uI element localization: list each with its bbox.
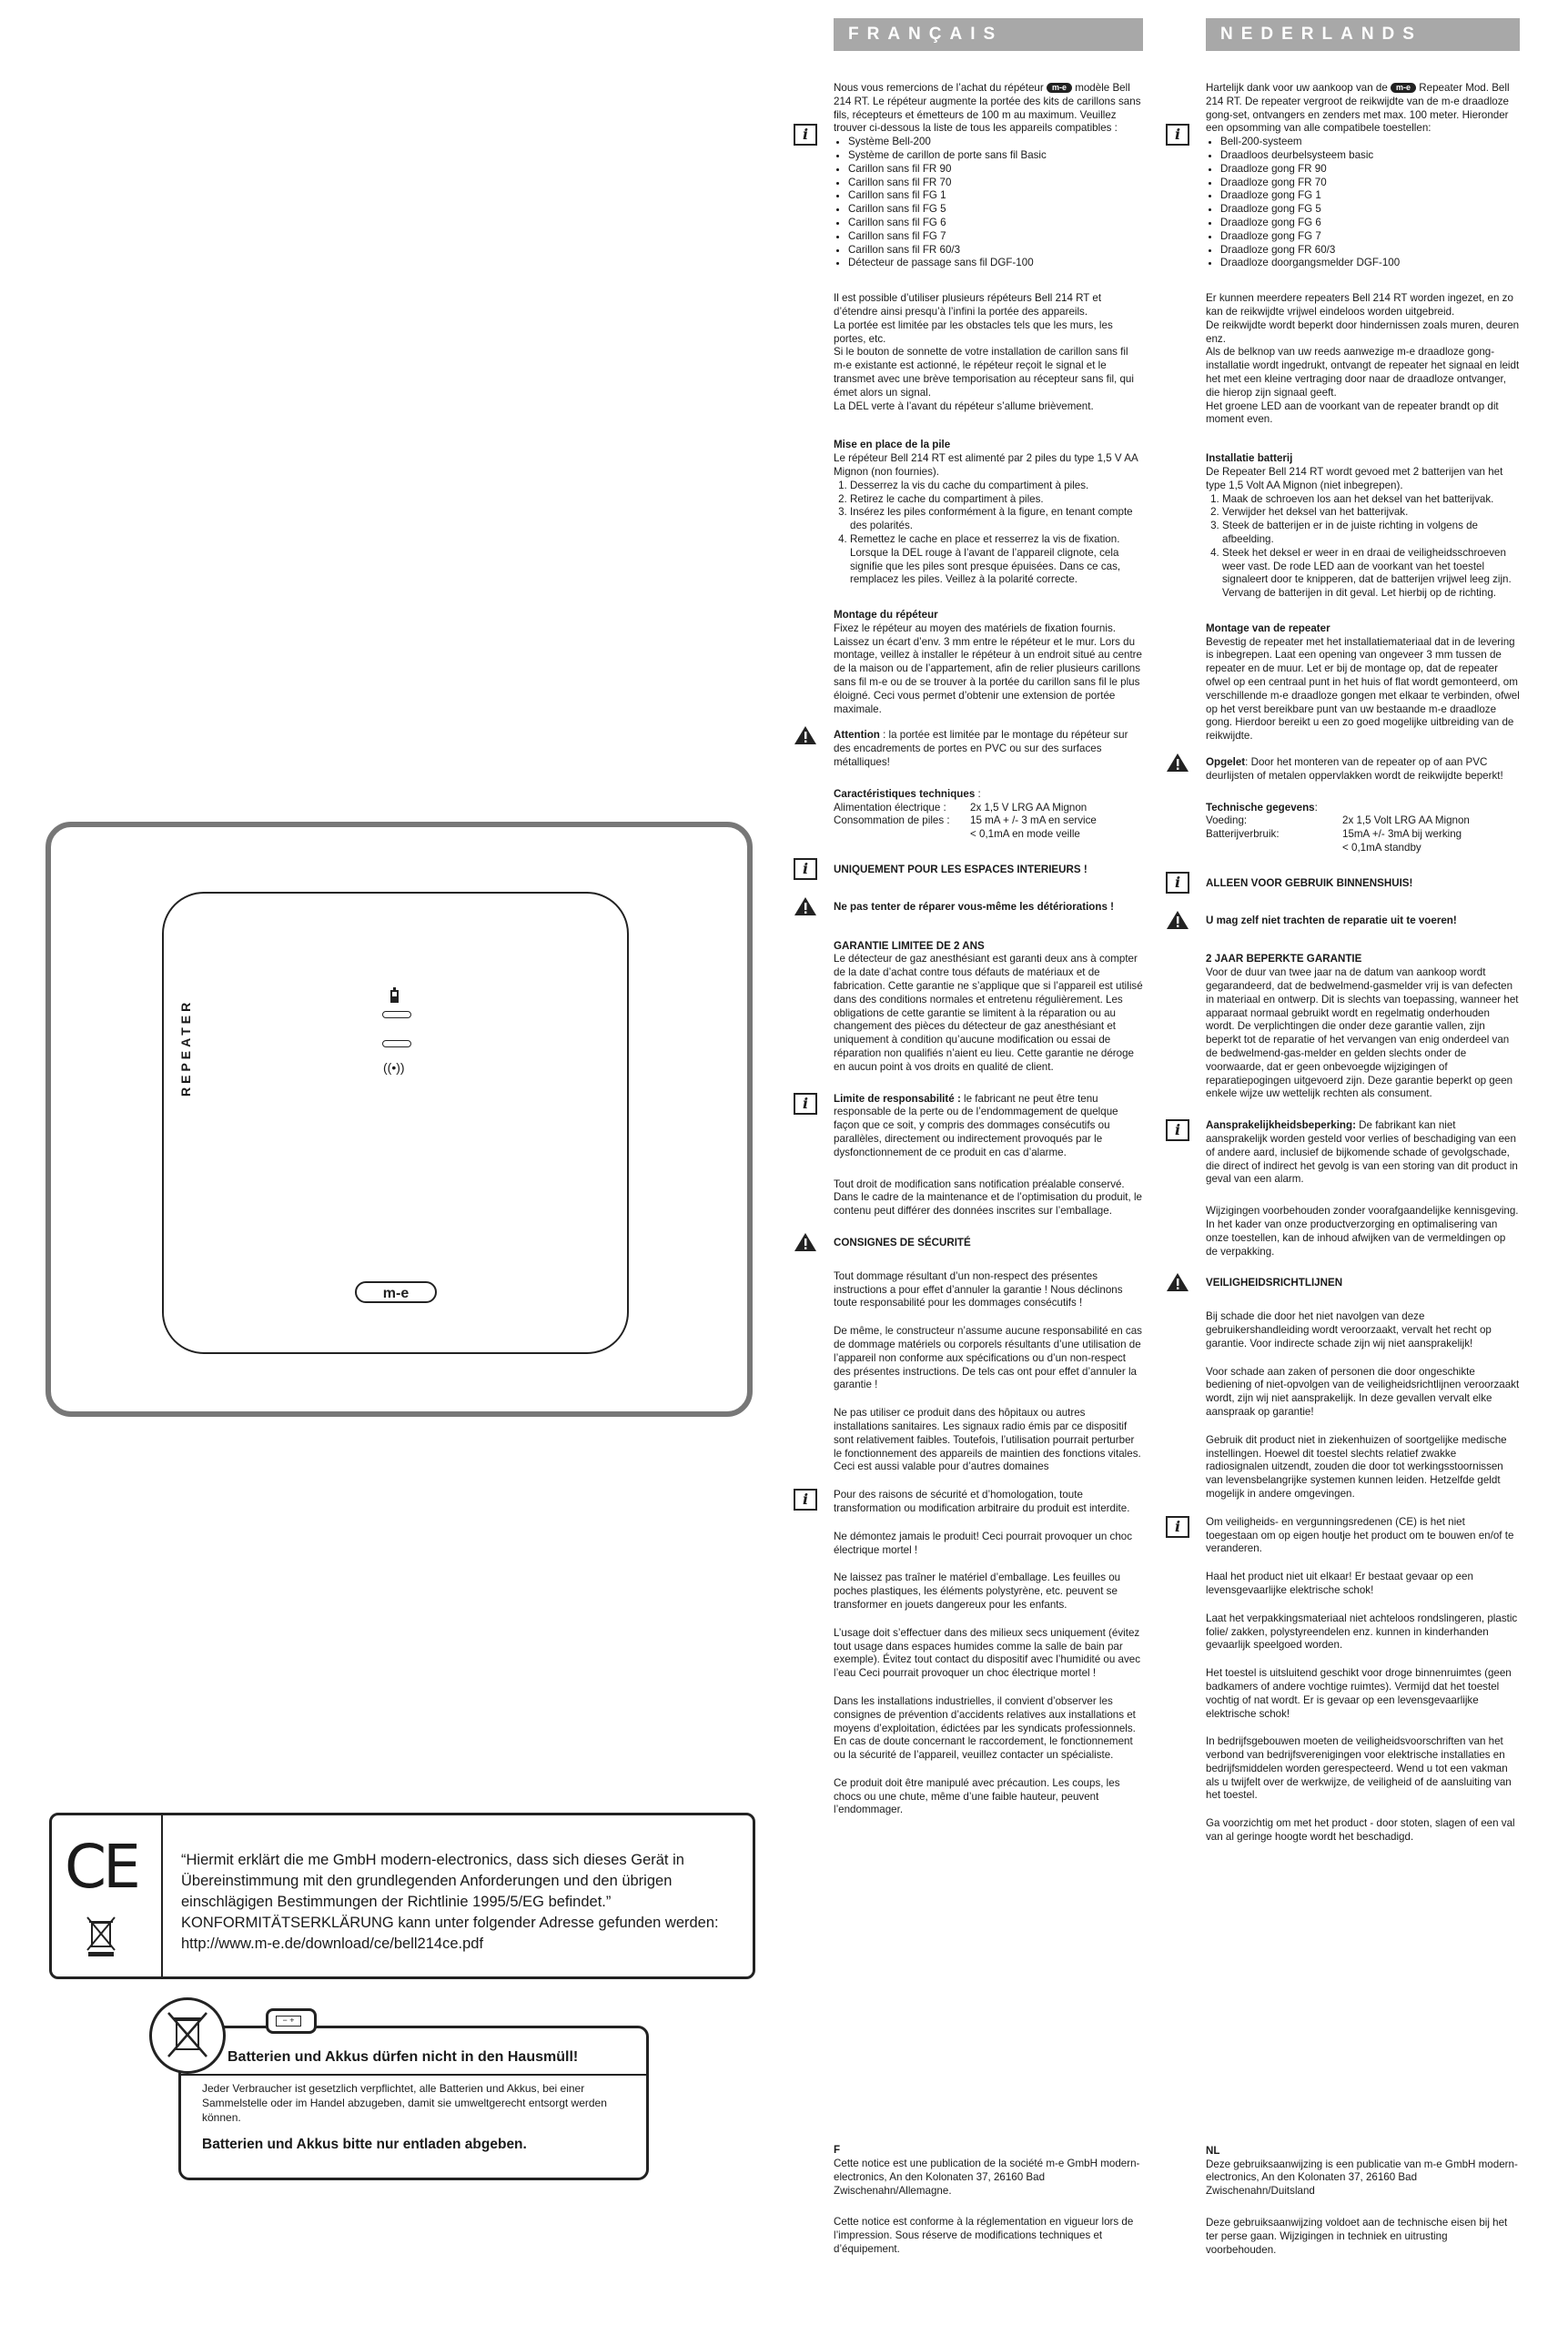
battery-led [382, 1011, 411, 1018]
safety-title: VEILIGHEIDSRICHTLIJNEN [1206, 1277, 1343, 1289]
warranty-text: Voor de duur van twee jaar na de datum van aankoop wordt gegarandeerd, dat de bedwelmend-gasmelder vrij is van defecten in materiaal en ontwerp. Dit is slechts van toepassing, wanneer het apparaat normaal gebruikt wordt en regelmatig onderhouden wordt. De verplichtingen die onder deze garantie vallen, zijn beperkt tot de reparatie of het vervangen van enig onderdeel van de bedwelmend-gas-melder en gelden slechts onder de voorwaarde, dat er geen onbevoegde wijzigingen of reparatiepogingen uitgevoerd zijn. Deze garantie beperkt op geen enkele wijze uw wettelijk rechten als consument. [1206, 966, 1519, 1100]
info-icon: i [1166, 1516, 1189, 1538]
spec-value: 2x 1,5 V LRG AA Mignon [970, 801, 1087, 814]
m-e-logo-icon: m-e [1047, 83, 1072, 93]
safety-text: Gebruik dit product niet in ziekenhuizen of soortgelijke medische instellingen. Hoewel dit toestel slechts relatief zwakke radiosignalen uitzendt, zouden die door tot werkingsstoornissen van levensbelangrijke systemen kunnen leiden. Hetzelfde geldt mogelijk in andere omgevingen. [1206, 1433, 1507, 1500]
battery-section [834, 439, 1143, 587]
safety-text: L’usage doit s’effectuer dans des milieux secs uniquement (évitez tout usage dans espaces humides comme la salle de bain par exemple). Évitez tout contact du dispositif avec l’humidité ou avec l’eau Ceci pourrait provoquer un choc électrique mortel ! [834, 1626, 1141, 1680]
safety-title: CONSIGNES DE SÉCURITÉ [834, 1236, 971, 1248]
publication-text: Cette notice est une publication de la société m-e GmbH modern-electronics, An den Kolonaten 37, 26160 Bad Zwischenahn/Allemagne. [834, 2158, 1140, 2197]
footer-spacer [1206, 1854, 1520, 2145]
spec-key: Alimentation électrique : [834, 801, 946, 814]
safety-text: Voor schade aan zaken of personen die door ongeschikte bediening of niet-opvolgen van de veiligheidsrichtlijnen veroorzaakt wordt, zijn wij niet aansprakelijk. In deze gevallen vervalt elke aanspraak op garantie! [1206, 1365, 1520, 1418]
battery-section-title: Mise en place de la pile [834, 439, 951, 451]
compatible-devices-list [1206, 136, 1520, 270]
no-repair-text: U mag zelf niet trachten de reparatie uit te voeren! [1206, 914, 1457, 926]
safety-text: Ne pas utiliser ce produit dans des hôpitaux ou autres installations sanitaires. Les signaux radio émis par ce dispositif sont relativement faibles. Toutefois, l’utilisation pourrait perturber le fonctionnement des appareils de maintien des fonctions vitales. Ceci est aussi valable pour d’autres domaines [834, 1407, 1141, 1473]
list-item: 3. Insérez les piles conformément à la figure, en tenant compte des polarités. [850, 506, 1143, 533]
safety-text: Laat het verpakkingsmateriaal niet achteloos rondslingeren, plastic folie/ zakken, polystyreendelen enz. kunnen in kinderhanden gevaarlijk speelgoed worden. [1206, 1612, 1518, 1652]
list-item: 4. Remettez le cache en place et resserrez la vis de fixation. Lorsque la DEL rouge à l’avant de l’appareil clignote, cela signifie que les piles sont presque épuisées. Dans ce cas, remplacez les piles. Veillez à la polarité correcte. [850, 533, 1143, 587]
modification-section [834, 1178, 1143, 1218]
info-icon: i [794, 1093, 817, 1115]
spec-key: Voeding: [1206, 814, 1248, 827]
attention-section [1206, 756, 1520, 783]
ce-declaration-box [49, 1813, 755, 1979]
list-item: • Draadloze doorgangsmelder DGF-100 [1220, 257, 1520, 270]
safety-text: Bij schade die door het niet navolgen van deze gebruikershandleiding wordt veroorzaakt, vervalt het recht op garantie. Voor indirecte schade zijn wij niet aansprakelijk! [1206, 1310, 1492, 1349]
technical-section [834, 788, 1143, 842]
battery-disposal-title: Batterien und Akkus dürfen nicht in den Hausmüll! [228, 2049, 579, 2065]
safety-text: De même, le constructeur n’assume aucune responsabilité en cas de dommage matériels ou corporels résultants d’une utilisation de l’appareil non conforme aux spécifications ou d’un non-respect des présentes instructions. De tels cas ont pour effet d’annuler la garantie ! [834, 1325, 1142, 1391]
mounting-title: Montage van de repeater [1206, 622, 1330, 634]
safety-text: Haal het product niet uit elkaar! Er bestaat gevaar op een levensgevaarlijke elektrische schok! [1206, 1571, 1473, 1596]
list-item: 3. Steek de batterijen er in de juiste richting in volgens de afbeelding. [1222, 520, 1520, 547]
footer-spacer [834, 1826, 1143, 2144]
battery-symbol [266, 2008, 317, 2034]
warranty-section [834, 940, 1143, 1075]
warranty-section [1206, 953, 1520, 1101]
attention-label: Opgelet [1206, 756, 1246, 769]
no-repair-text: Ne pas tenter de réparer vous-même les détériorations ! [834, 900, 1114, 913]
info-icon: i [1166, 872, 1189, 894]
info-icon: i [794, 1489, 817, 1511]
attention-label: Attention [834, 729, 880, 742]
list-item: • Draadloze gong FG 6 [1220, 217, 1520, 230]
battery-section [1206, 452, 1520, 601]
intro-text-a: Hartelijk dank voor uw aankoop van de [1206, 82, 1388, 94]
battery-disposal-circle [149, 1997, 226, 2074]
list-item: 1. Maak de schroeven los aan het deksel van het batterijvak. [1222, 493, 1520, 507]
liability-section [1174, 1119, 1520, 1187]
safety-text: In bedrijfsgebouwen moeten de veiligheidsvoorschriften van het verbond van bedrijfsverenigingen voor elektrische installaties en bedrijfsmiddelen worden gerespecteerd. Wend u tot een vakman als u twijfelt over de werkwijze, de veiligheid of de aansluiting van het toestel. [1206, 1735, 1512, 1802]
french-column [802, 18, 1143, 2266]
liability-text: De fabrikant kan niet aansprakelijk worden gesteld voor verlies of beschadiging van een of andere aard, inclusief de bijkomende schade of gevolgschade, die direct of indirect het gevolg is van een storing van dit product in geval van een alarm. [1206, 1119, 1518, 1186]
spec-key: Consommation de piles : [834, 814, 950, 827]
language-code: F [834, 2144, 841, 2157]
list-item: • Draadloze gong FG 7 [1220, 230, 1520, 244]
safety-section [834, 1237, 1143, 1250]
battery-icon [390, 990, 399, 1003]
list-item: 1. Desserrez la vis du cache du compartiment à piles. [850, 480, 1143, 493]
spec-key [1206, 842, 1342, 855]
warranty-title: 2 JAAR BEPERKTE GARANTIE [1206, 953, 1362, 965]
intro-text [834, 82, 1143, 136]
safety-text: Het toestel is uitsluitend geschikt voor droge binnenruimtes (geen badkamers of andere vochtige ruimtes). Vermijd dat het toestel vochtig of nat wordt. Er is gevaar op een levensgevaarlijke elektrische schok! [1206, 1667, 1512, 1720]
technical-title-colon: : [975, 787, 981, 800]
mounting-text: Bevestig de repeater met het installatiemateriaal dat in de levering is inbegrepen. Laat een opening van ongeveer 3 mm tussen de repeater en de muur. Let er bij de montage op, dat de repeater ofwel op een centraal punt in het huis of flat wordt gemonteerd, om verschillende m-e draadloze gongen met elkaar te verbinden, ofwel op het verst bereikbare punt van uw bestaande m-e draadloze gong. Hierdoor bereikt u een zo goed mogelijke uitbreiding van de reikwijdte. [1206, 635, 1520, 743]
publication-text: Deze gebruiksaanwijzing is een publicatie van m-e GmbH modern-electronics, An den Kolonaten 37, 26160 Bad Zwischenahn/Duitsland [1206, 2158, 1518, 2198]
technical-title: Caractéristiques techniques [834, 787, 976, 800]
liability-label: Limite de responsabilité : [834, 1092, 961, 1105]
attention-text: : la portée est limitée par le montage du répéteur sur des encadrements de portes en PVC ou sur des surfaces métalliques! [834, 729, 1128, 769]
spec-key: Batterijverbruik: [1206, 828, 1280, 841]
technical-title: Technische gegevens [1206, 801, 1315, 814]
mounting-section [1206, 622, 1520, 743]
safety-section [1206, 1277, 1520, 1290]
technical-section [1206, 802, 1520, 855]
spec-value: < 0,1mA standby [1342, 842, 1421, 854]
battery-disposal-footer: Batterien und Akkus bitte nur entladen abgeben. [202, 2137, 527, 2152]
list-item: • Draadloze gong FR 70 [1220, 177, 1520, 190]
liability-label: Aansprakelijkheidsbeperking: [1206, 1119, 1356, 1132]
column-header: NEDERLANDS [1206, 18, 1520, 51]
warning-icon [1166, 1272, 1189, 1294]
intro-text-b: Repeater Mod. Bell 214 RT. De repeater vergroot de reikwijdte van de m-e draadloze gong-set, ontvangers en zenders met max. 100 meter. Hieronder een opsomming van alle compatibele toestellen: [1206, 82, 1510, 135]
m-e-logo-icon: m-e [1391, 83, 1416, 93]
indoor-section [1174, 873, 1520, 891]
technical-specs [834, 802, 1143, 842]
wireless-signal-icon: ((•)) [383, 1060, 405, 1075]
range-section [1206, 292, 1520, 427]
modification-section [1206, 1205, 1520, 1258]
warning-icon [1166, 910, 1189, 932]
publication-footer [834, 2144, 1143, 2198]
battery-intro-text: Le répéteur Bell 214 RT est alimenté par 2 piles du type 1,5 V AA Mignon (non fournies). [834, 452, 1138, 478]
battery-disposal-text: Jeder Verbraucher ist gesetzlich verpflichtet, alle Batterien und Akkus, bei einer Sammelstelle oder im Handel abzugeben, damit sie umweltgerecht entsorgt werden können. [202, 2082, 607, 2124]
warning-icon [794, 896, 817, 918]
battery-disposal-rule [178, 2074, 649, 2076]
ce-divider [161, 1815, 163, 1976]
list-item: 2. Retirez le cache du compartiment à piles. [850, 493, 1143, 507]
compatible-devices-list [834, 136, 1143, 270]
safety-text: Dans les installations industrielles, il convient d’observer les consignes de prévention d’accidents relatives aux installations et moyens d’exploitation, édictées par les syndicats professionnels. En cas de doute concernant le raccordement, le fonctionnement ou la sécurité de l’appareil, veuillez contacter un spécialiste. [834, 1694, 1136, 1762]
safety-ce-section [1174, 1515, 1520, 1556]
liability-section [802, 1092, 1143, 1160]
button-signal-text: Si le bouton de sonnette de votre installation de carillon sans fil m-e existante est actionné, le répéteur reçoit le signal et le transmet avec une brève temporisation au récepteur sans fil, qui émet alors un signal. [834, 346, 1134, 399]
list-item: • Draadloze gong FG 5 [1220, 203, 1520, 217]
ce-declaration-text: “Hiermit erklärt die me GmbH modern-electronics, dass sich dieses Gerät in Übereinstimmung mit den grundlegenden Anforderungen und den übrigen einschlägigen Bestimmungen der Richtlinie 1995/5/EG befindet.” KONFORMITÄTSERKLÄRUNG kann unter folgender Adresse gefunden werden: http://www.m-e.de/download/ce/bell214ce.pdf [181, 1852, 719, 1952]
spec-value: 2x 1,5 Volt LRG AA Mignon [1342, 814, 1470, 827]
battery-cell-icon: − + [276, 2016, 301, 2027]
info-icon: i [794, 124, 817, 146]
led-text: La DEL verte à l’avant du répéteur s’allume brièvement. [834, 399, 1094, 412]
crossed-battery-bin-icon [152, 2000, 223, 2071]
info-icon: i [1166, 1119, 1189, 1141]
intro-text [1206, 82, 1520, 136]
list-item: • Carillon sans fil FR 60/3 [848, 244, 1143, 258]
warning-icon [794, 725, 817, 747]
spec-value: < 0,1mA en mode veille [970, 828, 1080, 841]
list-item: • Draadloze gong FG 1 [1220, 189, 1520, 203]
list-item: • Système Bell-200 [848, 136, 1143, 149]
signal-led [382, 1040, 411, 1047]
crossed-bin-icon [85, 1914, 117, 1957]
svg-text:m-e: m-e [382, 1286, 410, 1301]
attention-section [834, 729, 1143, 769]
list-item: • Carillon sans fil FR 90 [848, 163, 1143, 177]
button-signal-text: Als de belknop van uw reeds aanwezige m-e draadloze gong-installatie wordt ingedrukt, ontvangt de repeater het signaal en leidt het met een kleine vertraging door naar de draadloze ontvanger, die hierop zijn signaal geeft. [1206, 346, 1520, 399]
attention-text: : Door het monteren van de repeater op of aan PVC deurlijsten of metalen oppervlakken wordt de reikwijdte beperkt! [1206, 756, 1503, 782]
list-item: • Carillon sans fil FG 6 [848, 217, 1143, 230]
safety-text: Ne laissez pas traîner le matériel d’emballage. Les feuilles ou poches plastiques, les éléments polystyrène, etc. peuvent se transformer en jouets dangereux pour les enfants. [834, 1572, 1121, 1611]
list-item: • Carillon sans fil FG 7 [848, 230, 1143, 244]
publication-footer [1206, 2145, 1520, 2199]
indoor-only-text: ALLEEN VOOR GEBRUIK BINNENSHUIS! [1206, 876, 1413, 889]
intro-section [802, 82, 1143, 270]
spec-value: 15 mA + /- 3 mA en service [970, 814, 1097, 827]
mounting-section [834, 609, 1143, 716]
indoor-only-text: UNIQUEMENT POUR LES ESPACES INTERIEURS ! [834, 864, 1087, 876]
intro-text-b: modèle Bell 214 RT. Le répéteur augmente la portée des kits de carillons sans fils, récepteurs et émetteurs de 100 m au maximum. Veuillez trouver ci-dessous la liste de tous les appareils compatibles : [834, 82, 1141, 135]
conformity-text: Cette notice est conforme à la réglementation en vigueur lors de l’impression. Sous réserve de modifications techniques et d’équipement. [834, 2216, 1134, 2256]
column-header: FRANÇAIS [834, 18, 1143, 51]
info-icon: i [1166, 124, 1189, 146]
list-item: • Bell-200-systeem [1220, 136, 1520, 149]
intro-text-a: Nous vous remercions de l’achat du répéteur [834, 82, 1044, 94]
safety-text: Om veiligheids- en vergunningsredenen (CE) is het niet toegestaan om op eigen houtje het product om te bouwen en/of te veranderen. [1206, 1515, 1514, 1555]
warranty-title: GARANTIE LIMITEE DE 2 ANS [834, 939, 985, 952]
language-code: NL [1206, 2144, 1220, 2157]
battery-section-title: Installatie batterij [1206, 452, 1293, 465]
range-section [834, 292, 1143, 413]
list-item: • Draadloos deurbelsysteem basic [1220, 149, 1520, 163]
multi-repeater-text: Er kunnen meerdere repeaters Bell 214 RT worden ingezet, en zo kan de reikwijdte vrijwel eindeloos worden uitgebreid. [1206, 292, 1513, 318]
m-e-logo-icon [355, 1279, 437, 1306]
technical-specs [1206, 814, 1520, 854]
list-item: • Carillon sans fil FG 1 [848, 189, 1143, 203]
safety-text: Pour des raisons de sécurité et d’homologation, toute transformation ou modification arbitraire du produit est interdite. [834, 1489, 1130, 1514]
list-item: 4. Steek het deksel er weer in en draai de veiligheidsschroeven weer vast. De rode LED aan de voorkant van het toestel signaleert door te knipperen, dat de batterijen vrijwel leeg zijn. Vervang de batterijen in dit geval. Let hierbij op de richting. [1222, 547, 1520, 601]
device-label: REPEATER [178, 998, 193, 1097]
ce-mark: CE [65, 1832, 137, 1902]
list-item: 2. Verwijder het deksel van het batterijvak. [1222, 506, 1520, 520]
mounting-title: Montage du répéteur [834, 609, 938, 622]
technical-title-colon: : [1314, 801, 1318, 814]
dutch-column [1174, 18, 1520, 2266]
spec-key [834, 828, 970, 842]
battery-steps-list [1206, 493, 1520, 601]
battery-intro-text: De Repeater Bell 214 RT wordt gevoed met 2 batterijen van het type 1,5 Volt AA Mignon (niet inbegrepen). [1206, 465, 1503, 491]
led-text: Het groene LED aan de voorkant van de repeater brandt op dit moment even. [1206, 399, 1499, 426]
modification-text: Tout droit de modification sans notification préalable conservé. Dans le cadre de la maintenance et de l’optimisation du produit, le contenu peut différer des données inscrites sur l’emballage. [834, 1178, 1142, 1218]
safety-text: Tout dommage résultant d’un non-respect des présentes instructions a pour effet d’annuler la garantie ! Nous déclinons toute responsabilité pour les dommages consécutifs ! [834, 1269, 1123, 1309]
list-item: • Carillon sans fil FG 5 [848, 203, 1143, 217]
no-repair-section [834, 901, 1143, 915]
indoor-section [802, 860, 1143, 878]
no-repair-section [1206, 915, 1520, 928]
warning-icon [1166, 753, 1189, 774]
list-item: • Draadloze gong FR 90 [1220, 163, 1520, 177]
battery-steps-list [834, 480, 1143, 587]
info-icon: i [794, 858, 817, 880]
list-item: • Système de carillon de porte sans fil Basic [848, 149, 1143, 163]
mounting-text: Fixez le répéteur au moyen des matériels de fixation fournis. Laissez un écart d’env. 3 mm entre le répéteur et le mur. Lors du montage, veillez à installer le répéteur à un endroit situé au centre de la maison ou de l’appartement, afin de relier plusieurs carillons sans fil m-e ou de se trouver à la portée du carillon sans fil le plus éloigné. Ceci vous permet d’obtenir une extension de portée maximale. [834, 622, 1142, 715]
modification-text: Wijzigingen voorbehouden zonder voorafgaandelijke kennisgeving. In het kader van onze productverzorging en optimalisering van onze toestellen, kan de inhoud afwijken van de vermeldingen op de verpakking. [1206, 1205, 1519, 1258]
list-item: • Draadloze gong FR 60/3 [1220, 244, 1520, 258]
spec-value: 15mA +/- 3mA bij werking [1342, 828, 1462, 841]
list-item: • Détecteur de passage sans fil DGF-100 [848, 257, 1143, 270]
range-limit-text: La portée est limitée par les obstacles tels que les murs, les portes, etc. [834, 318, 1113, 345]
safety-ce-section [802, 1489, 1143, 1516]
intro-section [1174, 82, 1520, 270]
warning-icon [794, 1232, 817, 1254]
liability-text: le fabricant ne peut être tenu responsable de la perte ou de l’endommagement de quelque façon que ce soit, y compris des dommages consécutifs ou parallèles, directement ou indirectement provoqués par le dysfonctionnement de ce produit en cas d’alarme. [834, 1092, 1118, 1158]
list-item: • Carillon sans fil FR 70 [848, 177, 1143, 190]
safety-text: Ga voorzichtig om met het product - door stoten, slagen of een val van al geringe hoogte wordt het beschadigd. [1206, 1817, 1515, 1844]
multi-repeater-text: Il est possible d’utiliser plusieurs répéteurs Bell 214 RT et d’étendre ainsi presqu’à l’infini la portée des appareils. [834, 292, 1102, 318]
safety-text: Ne démontez jamais le produit! Ceci pourrait provoquer un choc électrique mortel ! [834, 1530, 1133, 1556]
conformity-text: Deze gebruiksaanwijzing voldoet aan de technische eisen bij het ter perse gaan. Wijzigingen in techniek en uitrusting voorbehouden. [1206, 2217, 1508, 2256]
warranty-text: Le détecteur de gaz anesthésiant est garanti deux ans à compter de la date d’achat contre tous défauts de matériaux et de fabrication. Cette garantie ne s’applique que si l’appareil est utilisé dans des conditions normales et entretenu régulièrement. Les obligations de cette garantie se limitent à la réparation ou au changement des pièces du détecteur de gaz anesthésiant et uniquement à condition qu’aucune modification ou essai de réparation non qualifiés n’aient eu lieu. Cette garantie ne déroge en aucun point à vos droits en qualité de client. [834, 953, 1143, 1073]
safety-text: Ce produit doit être manipulé avec précaution. Les coups, les chocs ou une chute, même d’une faible hauteur, peuvent l’endommager. [834, 1776, 1120, 1816]
range-limit-text: De reikwijdte wordt beperkt door hindernissen zoals muren, deuren enz. [1206, 318, 1520, 345]
